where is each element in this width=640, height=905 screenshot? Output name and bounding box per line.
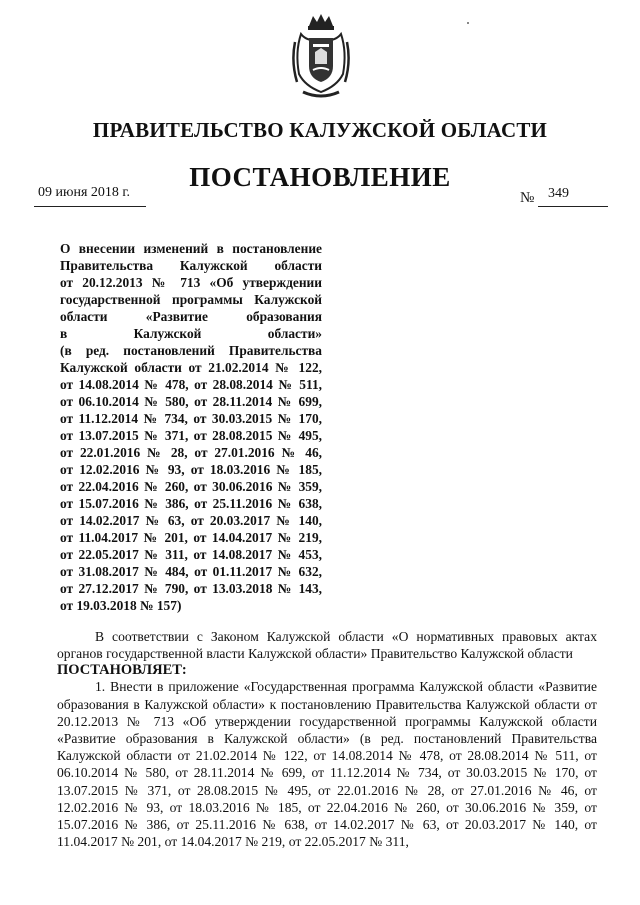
document-number: 349 bbox=[548, 186, 569, 201]
number-sign: № bbox=[520, 190, 535, 206]
subject-line: Калужской области от 21.02.2014 № 122, bbox=[60, 360, 322, 375]
organization-title: ПРАВИТЕЛЬСТВО КАЛУЖСКОЙ ОБЛАСТИ bbox=[92, 118, 548, 142]
subject-line: от 11.12.2014 № 734, от 30.03.2015 № 170, bbox=[60, 411, 322, 426]
scan-speck bbox=[467, 22, 469, 24]
subject-line: от 13.07.2015 № 371, от 28.08.2015 № 495, bbox=[60, 428, 322, 443]
document-type-title: ПОСТАНОВЛЕНИЕ bbox=[189, 162, 451, 192]
subject-line: от 27.12.2017 № 790, от 13.03.2018 № 143, bbox=[60, 581, 322, 596]
document-date: 09 июня 2018 г. bbox=[38, 185, 131, 200]
subject-line: от 14.08.2014 № 478, от 28.08.2014 № 511, bbox=[60, 377, 322, 392]
subject-line: от 12.02.2016 № 93, от 18.03.2016 № 185, bbox=[60, 462, 322, 477]
item-1-paragraph: 1. Внести в приложение «Государственная программа Калужской области «Развитие образования в Калужской области» к постановлению Правительства Калужской области от 20.12.2013 № 713 «Об утверждении государственной программы Калужской области «Развитие образования в Калужской области» (в ред. постановлений Правительства Калужской области от 21.02.2014 № 122, от 14.08.2014 № 478, от 28.08.2014 № 511, от 06.10.2014 № 580, от 28.11.2014 № 699, от 11.12.2014 № 734, от 30.03.2015 № 170, от 13.07.2015 № 371, от 28.08.2015 № 495, от 22.01.2016 № 28, от 27.01.2016 № 46, от 12.02.2016 № 93, от 18.03.2016 № 185, от 22.04.2016 № 260, от 30.06.2016 № 359, от 15.07.2016 № 386, от 25.11.2016 № 638, от 14.02.2017 № 63, от 20.03.2017 № 140, от 11.04.2017 № 201, от 14.04.2017 № 219, от 22.05.2017 № 311, bbox=[57, 679, 597, 850]
subject-line: О внесении изменений в постановление bbox=[60, 241, 322, 256]
subject-line: от 06.10.2014 № 580, от 28.11.2014 № 699, bbox=[60, 394, 322, 409]
intro-paragraph: В соответствии с Законом Калужской области «О нормативных правовых актах органов государственной власти Калужской области» Правительство Калужской области bbox=[57, 629, 597, 662]
subject-line: области «Развитие образования bbox=[60, 309, 322, 324]
subject-line: государственной программы Калужской bbox=[60, 292, 322, 307]
subject-line: от 19.03.2018 № 157) bbox=[60, 598, 182, 613]
subject-line: от 14.02.2017 № 63, от 20.03.2017 № 140, bbox=[60, 513, 322, 528]
decree-heading: ПОСТАНОВЛЯЕТ: bbox=[57, 662, 187, 679]
date-underline bbox=[34, 206, 146, 207]
subject-line: (в ред. постановлений Правительства bbox=[60, 343, 322, 358]
coat-of-arms-icon bbox=[291, 12, 351, 100]
subject-line: от 11.04.2017 № 201, от 14.04.2017 № 219, bbox=[60, 530, 322, 545]
number-underline bbox=[538, 206, 608, 207]
document-subject bbox=[60, 240, 322, 614]
document-body bbox=[57, 628, 597, 850]
subject-line: от 22.05.2017 № 311, от 14.08.2017 № 453, bbox=[60, 547, 322, 562]
subject-line: от 31.08.2017 № 484, от 01.11.2017 № 632, bbox=[60, 564, 322, 579]
subject-line: Правительства Калужской области bbox=[60, 258, 322, 273]
subject-line: от 22.01.2016 № 28, от 27.01.2016 № 46, bbox=[60, 445, 322, 460]
subject-line: в Калужской области» bbox=[60, 326, 322, 341]
subject-line: от 15.07.2016 № 386, от 25.11.2016 № 638, bbox=[60, 496, 322, 511]
subject-line: от 22.04.2016 № 260, от 30.06.2016 № 359, bbox=[60, 479, 322, 494]
subject-line: от 20.12.2013 № 713 «Об утверждении bbox=[60, 275, 322, 290]
